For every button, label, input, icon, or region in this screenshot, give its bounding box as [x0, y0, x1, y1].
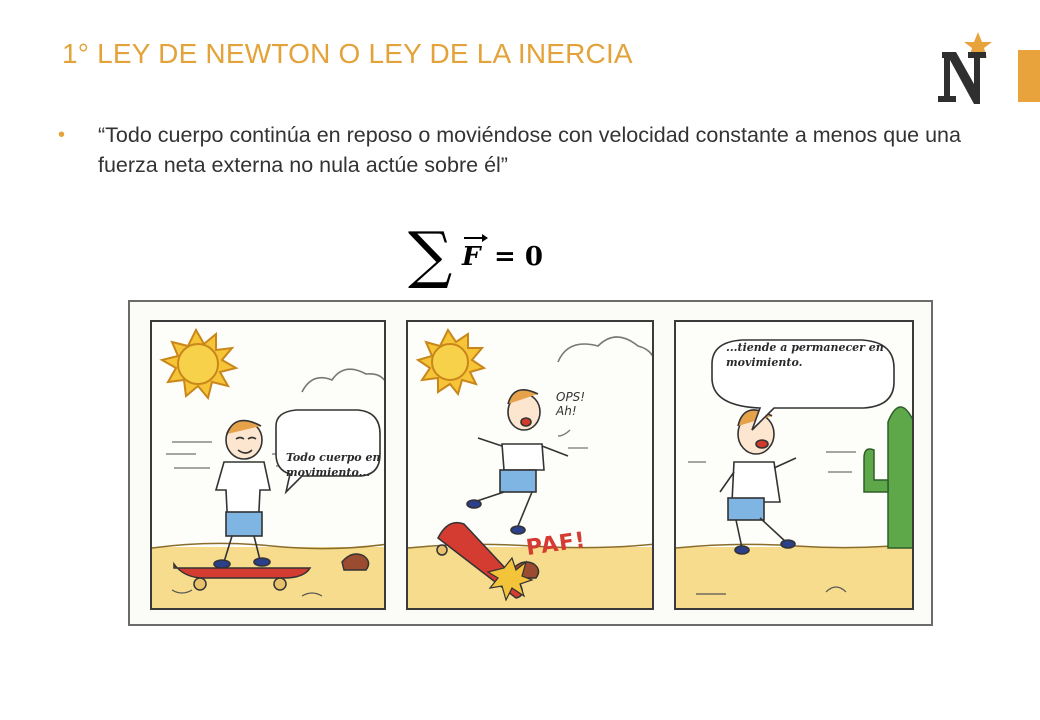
slide-title: 1° LEY DE NEWTON O LEY DE LA INERCIA: [62, 38, 633, 69]
force-vector-symbol: F: [462, 242, 481, 272]
exclamation-text: [556, 390, 585, 418]
falling-boy-figure: [467, 390, 568, 534]
sum-symbol: ∑: [408, 218, 453, 288]
bullet-text: “Todo cuerpo continúa en reposo o moviéndose con velocidad constante a menos que una fuerza neta externa no nula actúe sobre él”: [98, 123, 961, 177]
impact-sound-text: PAF!: [524, 527, 588, 562]
newton-formula: [408, 218, 568, 288]
comic-panel-3: [674, 320, 914, 610]
bubble-line-2: movimiento...: [286, 466, 371, 479]
boy-figure: [214, 421, 270, 568]
comic-panel-1: [150, 320, 386, 610]
bubble-line-1: Todo cuerpo en: [286, 451, 381, 464]
bubble-line-1: ...tiende a permanecer en: [726, 341, 884, 354]
running-boy-figure: [720, 410, 796, 554]
n-star-logo-icon: [934, 30, 994, 106]
bullet-dot: •: [58, 124, 66, 146]
equals-zero: = 0: [494, 242, 543, 272]
bubble-line-2: movimiento.: [726, 356, 803, 369]
speech-bubble-text: [726, 340, 884, 370]
sfx-line-1: OPS!: [556, 390, 586, 404]
bullet-item: [58, 120, 998, 180]
comic-strip: [128, 300, 933, 626]
panel-2-drawing: [408, 322, 654, 610]
sun-icon: [162, 330, 236, 398]
sfx-line-2: Ah!: [556, 404, 577, 418]
accent-bar: [1018, 50, 1040, 102]
comic-panel-2: [406, 320, 654, 610]
cactus-icon: [864, 407, 914, 548]
speech-bubble-text: [286, 450, 380, 480]
sun-icon: [418, 330, 484, 394]
